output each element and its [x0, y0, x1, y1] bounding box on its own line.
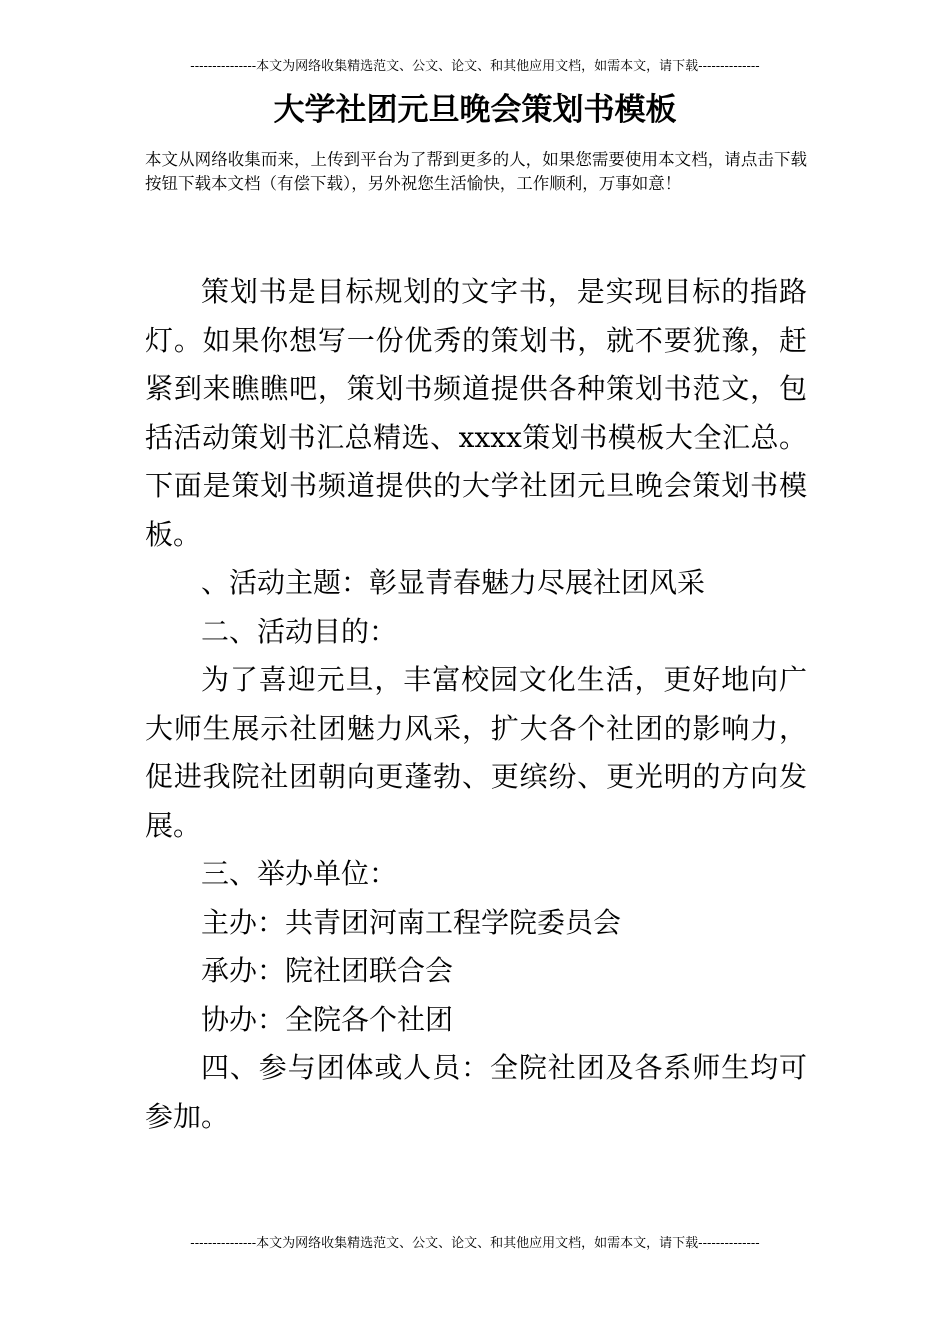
document-body [145, 268, 807, 1141]
document-title: 大学社团元旦晚会策划书模板 [273, 92, 677, 128]
paragraph-purpose: 为了喜迎元旦，丰富校园文化生活，更好地向广大师生展示社团魅力风采，扩大各个社团的影响力，促进我院社团朝向更蓬勃、更缤纷、更光明的方向发展。 [145, 663, 807, 842]
paragraph-intro: 策划书是目标规划的文字书，是实现目标的指路灯。如果你想写一份优秀的策划书，就不要犹豫，赶紧到来瞧瞧吧，策划书频道提供各种策划书范文，包括活动策划书汇总精选、xxxx策划书模板大全汇总。下面是策划书频道提供的大学社团元旦晚会策划书模板。 [145, 275, 807, 551]
paragraph-host: 主办：共青团河南工程学院委员会 [201, 905, 622, 939]
intro-notice: 本文从网络收集而来，上传到平台为了帮到更多的人，如果您需要使用本文档，请点击下载按钮下载本文档（有偿下载），另外祝您生活愉快，工作顺利，万事如意！ [145, 150, 807, 193]
paragraph-theme: 、活动主题：彰显青春魅力尽展社团风采 [201, 566, 706, 599]
paragraph-organizer: 承办：院社团联合会 [201, 954, 454, 987]
paragraph-participants: 四、参与团体或人员：全院社团及各系师生均可参加。 [145, 1051, 807, 1133]
header-banner: ---------------本文为网络收集精选范文、公文、论文、和其他应用文档，如需本文，请下载-------------- [190, 59, 760, 74]
paragraph-co-organizer: 协办：全院各个社团 [201, 1002, 454, 1036]
heading-organizers: 三、举办单位： [201, 857, 398, 890]
footer-banner: ---------------本文为网络收集精选范文、公文、论文、和其他应用文档，如需本文，请下载-------------- [190, 1236, 760, 1251]
heading-purpose: 二、活动目的： [201, 614, 398, 648]
